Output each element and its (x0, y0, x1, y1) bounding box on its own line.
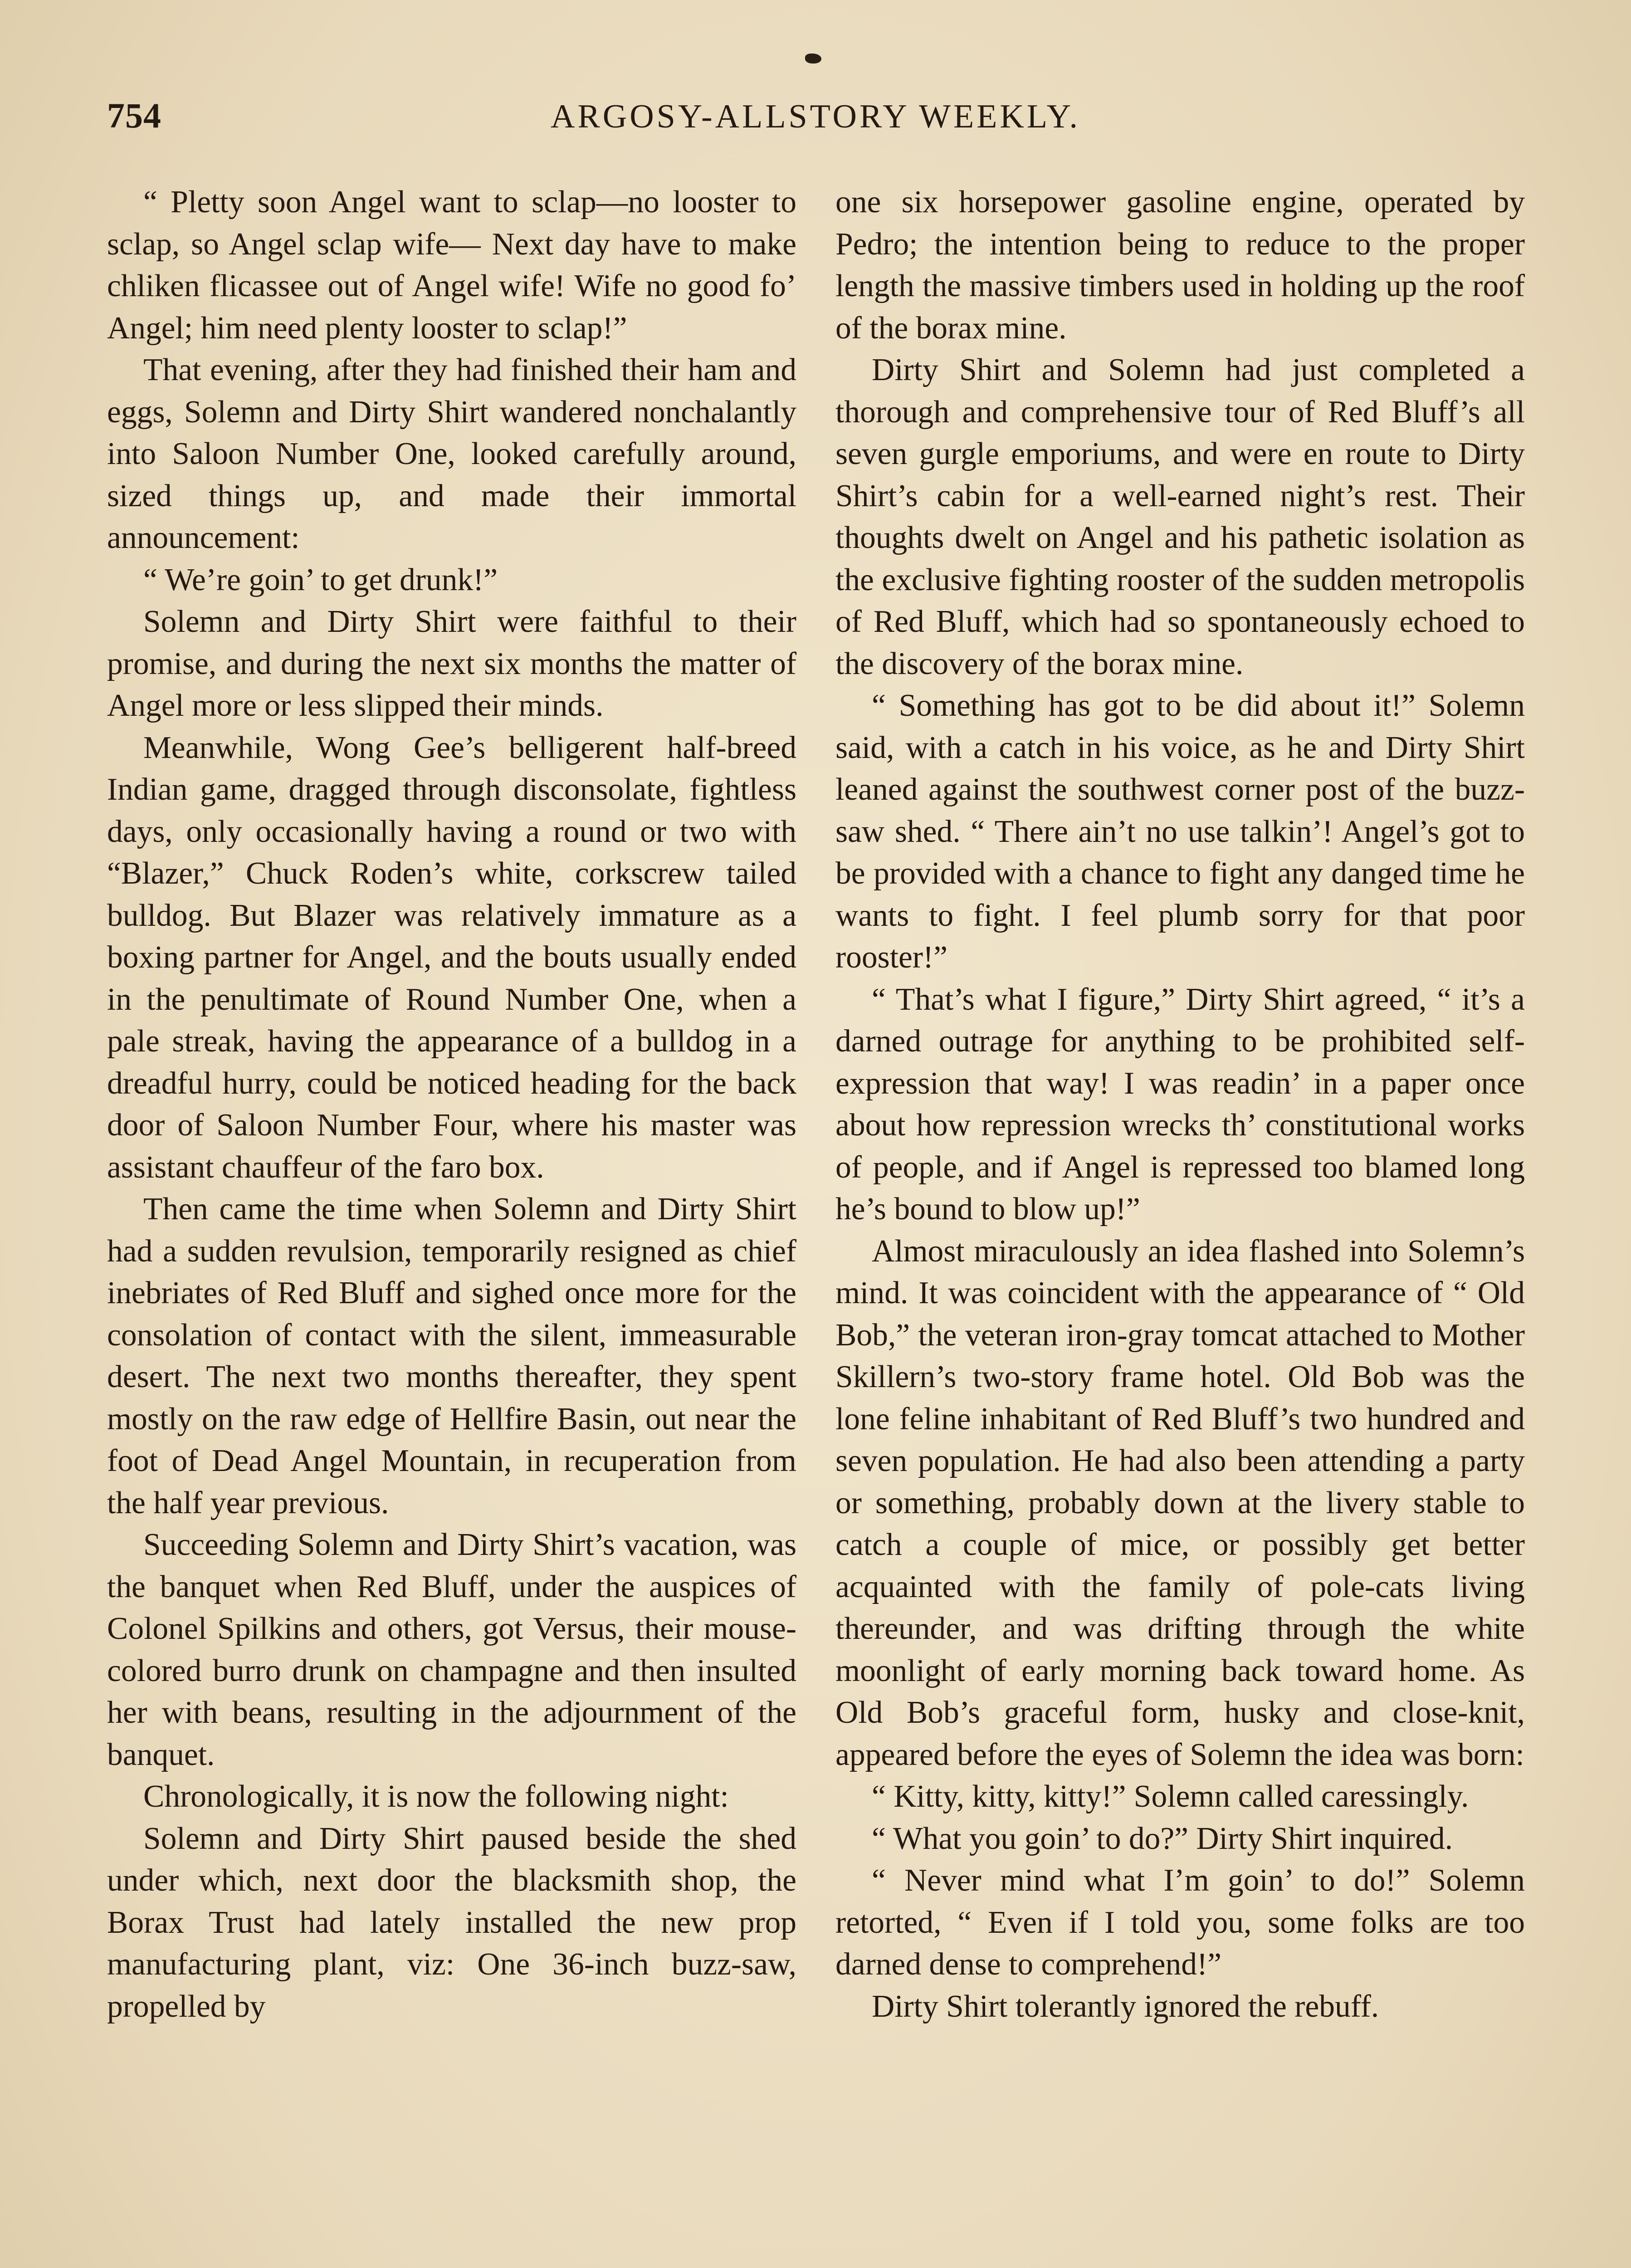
page-number: 754 (107, 96, 161, 135)
paragraph: “ Never mind what I’m goin’ to do!” Solemn retorted, “ Even if I told you, some folks are too darned dense to comprehend!” (835, 1863, 1525, 1982)
paragraph: “ That’s what I figure,” Dirty Shirt agreed, “ it’s a darned outrage for anything to be prohibited self-expression that way! I was readin’ in a paper once about how repression wrecks th’ constitutional works of people, and if Angel is repressed too blamed long he’s bound to blow up!” (835, 982, 1525, 1227)
paragraph: “ What you goin’ to do?” Dirty Shirt inquired. (872, 1821, 1453, 1856)
paragraph: Solemn and Dirty Shirt were faithful to their promise, and during the next six months the matter of Angel more or less slipped their minds. (107, 604, 796, 723)
paragraph: “ Pletty soon Angel want to sclap—no looster to sclap, so Angel sclap wife— Next day have to make chliken flicassee out of Angel wife! Wife no good fo’ Angel; him need plenty looster to sclap!” (107, 185, 796, 346)
paragraph: Then came the time when Solemn and Dirty Shirt had a sudden revulsion, temporarily resigned as chief inebriates of Red Bluff and sighed once more for the consolation of contact with the silent, immeasurable desert. The next two months thereafter, they spent mostly on the raw edge of Hellfire Basin, out near the foot of Dead Angel Mountain, in recuperation from the half year previous. (107, 1192, 796, 1520)
right-column (835, 181, 1525, 2028)
paragraph: Succeeding Solemn and Dirty Shirt’s vacation, was the banquet when Red Bluff, under the auspices of Colonel Spilkins and others, got Versus, their mouse-colored burro drunk on champagne and then insulted her with beans, resulting in the adjournment of the banquet. (107, 1527, 796, 1772)
paragraph: That evening, after they had finished their ham and eggs, Solemn and Dirty Shirt wandered nonchalantly into Saloon Number One, looked carefully around, sized things up, and made their immortal announcement: (107, 352, 796, 555)
paragraph: “ We’re goin’ to get drunk!” (143, 562, 498, 597)
ink-mark (805, 54, 821, 64)
paragraph: Dirty Shirt and Solemn had just completed a thorough and comprehensive tour of Red Bluff’s all seven gurgle emporiums, and were en route to Dirty Shirt’s cabin for a well-earned night’s rest. Their thoughts dwelt on Angel and his pathetic isolation as the exclusive fighting rooster of the sudden metropolis of Red Bluff, which had so spontaneously echoed to the discovery of the borax mine. (835, 352, 1525, 681)
left-column (107, 181, 796, 2028)
paragraph: “ Something has got to be did about it!” Solemn said, with a catch in his voice, as he and Dirty Shirt leaned against the southwest corner post of the buzz-saw shed. “ There ain’t no use talkin’! Angel’s got to be provided with a chance to fight any danged time he wants to fight. I feel plumb sorry for that poor rooster!” (835, 688, 1525, 975)
paragraph: “ Kitty, kitty, kitty!” Solemn called caressingly. (872, 1779, 1469, 1814)
paragraph: Almost miraculously an idea flashed into Solemn’s mind. It was coincident with the appearance of “ Old Bob,” the veteran iron-gray tomcat attached to Mother Skillern’s two-story frame hotel. Old Bob was the lone feline inhabitant of Red Bluff’s two hundred and seven population. He had also been attending a party or something, probably down at the livery stable to catch a couple of mice, or possibly get better acquainted with the family of pole-cats living thereunder, and was drifting through the white moonlight of early morning back toward home. As Old Bob’s graceful form, husky and close-knit, appeared before the eyes of Solemn the idea was born: (835, 1233, 1525, 1772)
paragraph: Dirty Shirt tolerantly ignored the rebuff. (872, 1989, 1379, 2024)
running-head: ARGOSY-ALLSTORY WEEKLY. (550, 98, 1081, 135)
paragraph-continuation: one six horsepower gasoline engine, operated by Pedro; the intention being to reduce to the proper length the massive timbers used in holding up the roof of the borax mine. (835, 185, 1525, 346)
paragraph: Meanwhile, Wong Gee’s belligerent half-breed Indian game, dragged through disconsolate, fightless days, only occasionally having a round or two with “Blazer,” Chuck Roden’s white, corkscrew tailed bulldog. But Blazer was relatively immature as a boxing partner for Angel, and the bouts usually ended in the penultimate of Round Number One, when a pale streak, having the appearance of a bulldog in a dreadful hurry, could be noticed heading for the back door of Saloon Number Four, where his master was assistant chauffeur of the faro box. (107, 730, 796, 1185)
paragraph: Chronologically, it is now the following night: (143, 1779, 729, 1814)
paragraph: Solemn and Dirty Shirt paused beside the shed under which, next door the blacksmith shop, the Borax Trust had lately installed the new prop manufacturing plant, viz: One 36-inch buzz-saw, propelled by (107, 1821, 796, 2024)
